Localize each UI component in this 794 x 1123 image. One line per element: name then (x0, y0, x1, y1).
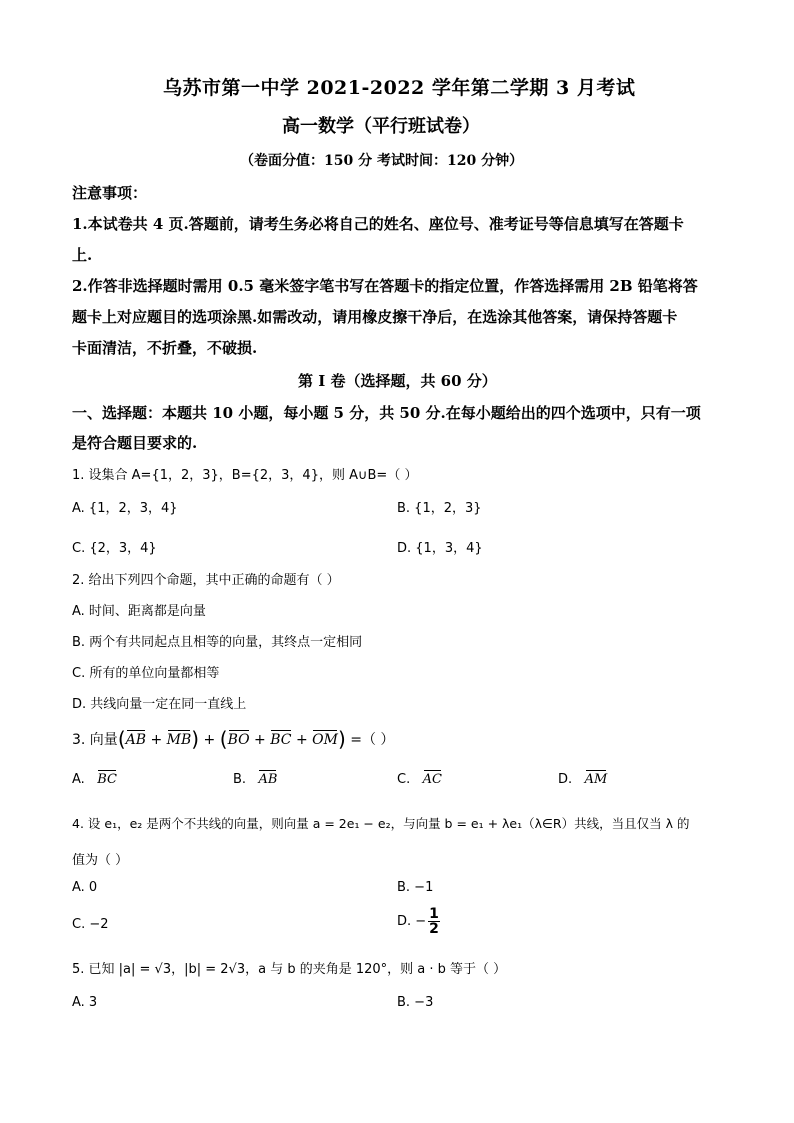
question-1-stem: 1. 设集合 A={1，2，3}，B={2，3，4}，则 A∪B=（ ） (72, 468, 418, 483)
question-3-prefix: 3. 向量 (72, 732, 118, 748)
score-time-info: （卷面分值：150 分 考试时间：120 分钟） (240, 153, 524, 169)
question-4-option-c: C. −2 (72, 917, 109, 932)
question-4-line-1: 4. 设 e₁，e₂ 是两个不共线的向量，则向量 a = 2e₁ − e₂，与向量 b = e₁ + λe₁（λ∈R）共线，当且仅当 λ 的 (72, 816, 690, 831)
question-5-stem: 5. 已知 |a| = √3，|b| = 2√3，a 与 b 的夹角是 120°，则 a · b 等于（ ） (72, 962, 507, 977)
question-1-option-c: C. {2，3，4} (72, 541, 157, 556)
section-1-line-1: 一、选择题：本题共 10 小题，每小题 5 分，共 50 分.在每小题给出的四个选项中，只有一项 (72, 404, 701, 422)
section-1-line-2: 是符合题目要求的. (72, 434, 198, 452)
notes-item-2-line-1: 2.作答非选择题时需用 0.5 毫米签字笔书写在答题卡的指定位置，作答选择需用 2B 铅笔将答 (72, 277, 698, 295)
question-3-stem: 3. 向量(AB + MB) + (BO + BC + OM) =（ ） (72, 727, 395, 751)
question-2-option-c: C. 所有的单位向量都相等 (72, 666, 220, 681)
question-3-suffix: =（ ） (350, 732, 395, 748)
vector-ab: AB (125, 732, 147, 748)
question-3-option-a: A. BC (72, 772, 117, 787)
exam-title: 乌苏市第一中学 2021-2022 学年第二学期 3 月考试 (163, 77, 636, 99)
question-1-option-d: D. {1，3，4} (397, 541, 483, 556)
question-4-line-2: 值为（ ） (72, 853, 129, 868)
question-2-stem: 2. 给出下列四个命题，其中正确的命题有（ ） (72, 573, 340, 588)
exam-subtitle: 高一数学（平行班试卷） (282, 116, 480, 137)
vector-om: OM (312, 732, 338, 748)
notes-item-1-line-2: 上. (72, 246, 93, 264)
notes-item-1-line-1: 1.本试卷共 4 页.答题前，请考生务必将自己的姓名、座位号、准考证号等信息填写在答题卡 (72, 215, 684, 233)
question-3-option-c: C. AC (397, 772, 442, 787)
question-2-option-a: A. 时间、距离都是向量 (72, 604, 206, 619)
vector-am-answer: AM (584, 772, 608, 787)
vector-mb: MB (166, 732, 192, 748)
notes-item-2-line-2: 题卡上对应题目的选项涂黑.如需改动，请用橡皮擦干净后，在选涂其他答案，请保持答题卡 (72, 308, 678, 326)
question-5-option-b: B. −3 (397, 995, 434, 1010)
question-2-option-d: D. 共线向量一定在同一直线上 (72, 697, 247, 712)
question-4-option-b: B. −1 (397, 880, 434, 895)
question-5-option-a: A. 3 (72, 995, 98, 1010)
question-1-option-b: B. {1，2，3} (397, 501, 482, 516)
question-3-option-d: D. AM (558, 772, 608, 787)
question-4-option-d: D. − $\frac{1}{2}$ (397, 906, 439, 937)
vector-bc-answer: BC (97, 772, 117, 787)
question-4-option-a: A. 0 (72, 880, 98, 895)
vector-bc: BC (270, 732, 292, 748)
notes-item-2-line-3: 卡面清洁，不折叠，不破损. (72, 339, 258, 357)
fraction-one-half: $\frac{1}{2}$ (429, 906, 439, 937)
question-1-option-a: A. {1，2，3，4} (72, 501, 178, 516)
notes-heading: 注意事项： (72, 184, 148, 202)
question-2-option-b: B. 两个有共同起点且相等的向量，其终点一定相同 (72, 635, 363, 650)
question-3-option-b: B. AB (233, 772, 278, 787)
vector-bo: BO (227, 732, 250, 748)
part-1-heading: 第 I 卷（选择题，共 60 分） (298, 372, 497, 390)
vector-ac-answer: AC (422, 772, 442, 787)
vector-ab-answer: AB (258, 772, 278, 787)
